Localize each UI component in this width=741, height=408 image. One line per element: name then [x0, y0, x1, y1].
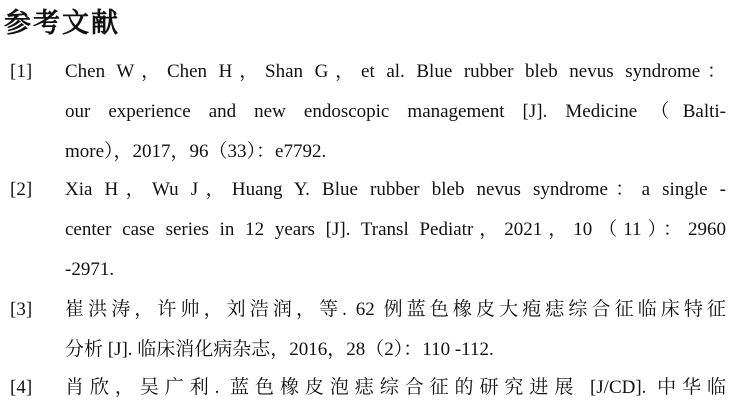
- reference-line: 分析 [J]. 临床消化病杂志，2016，28（2）：110 -112.: [65, 339, 494, 360]
- references-heading: 参考文献: [4, 8, 120, 39]
- reference-line: Xia H，Wu J，Huang Y. Blue rubber bleb nevus syndrome：a single -: [65, 179, 726, 200]
- reference-line: 崔洪涛，许帅，刘浩润，等. 62 例蓝色橡皮大疱痣综合征临床特征: [65, 299, 726, 320]
- reference-line: 肖欣，吴广利. 蓝色橡皮泡痣综合征的研究进展 [J/CD]. 中华临: [65, 377, 726, 398]
- reference-number: [3]: [10, 299, 33, 320]
- reference-line: our experience and new endoscopic management [J]. Medicine（Balti-: [65, 101, 726, 122]
- reference-line: center case series in 12 years [J]. Transl Pediatr，2021，10（11）：2960: [65, 219, 726, 240]
- reference-number: [4]: [10, 377, 33, 398]
- reference-number: [2]: [10, 179, 33, 200]
- reference-line: Chen W，Chen H，Shan G，et al. Blue rubber bleb nevus syndrome：: [65, 61, 726, 82]
- reference-number: [1]: [10, 61, 33, 82]
- reference-line: more），2017，96（33）：e7792.: [65, 141, 327, 162]
- reference-line: -2971.: [65, 259, 115, 280]
